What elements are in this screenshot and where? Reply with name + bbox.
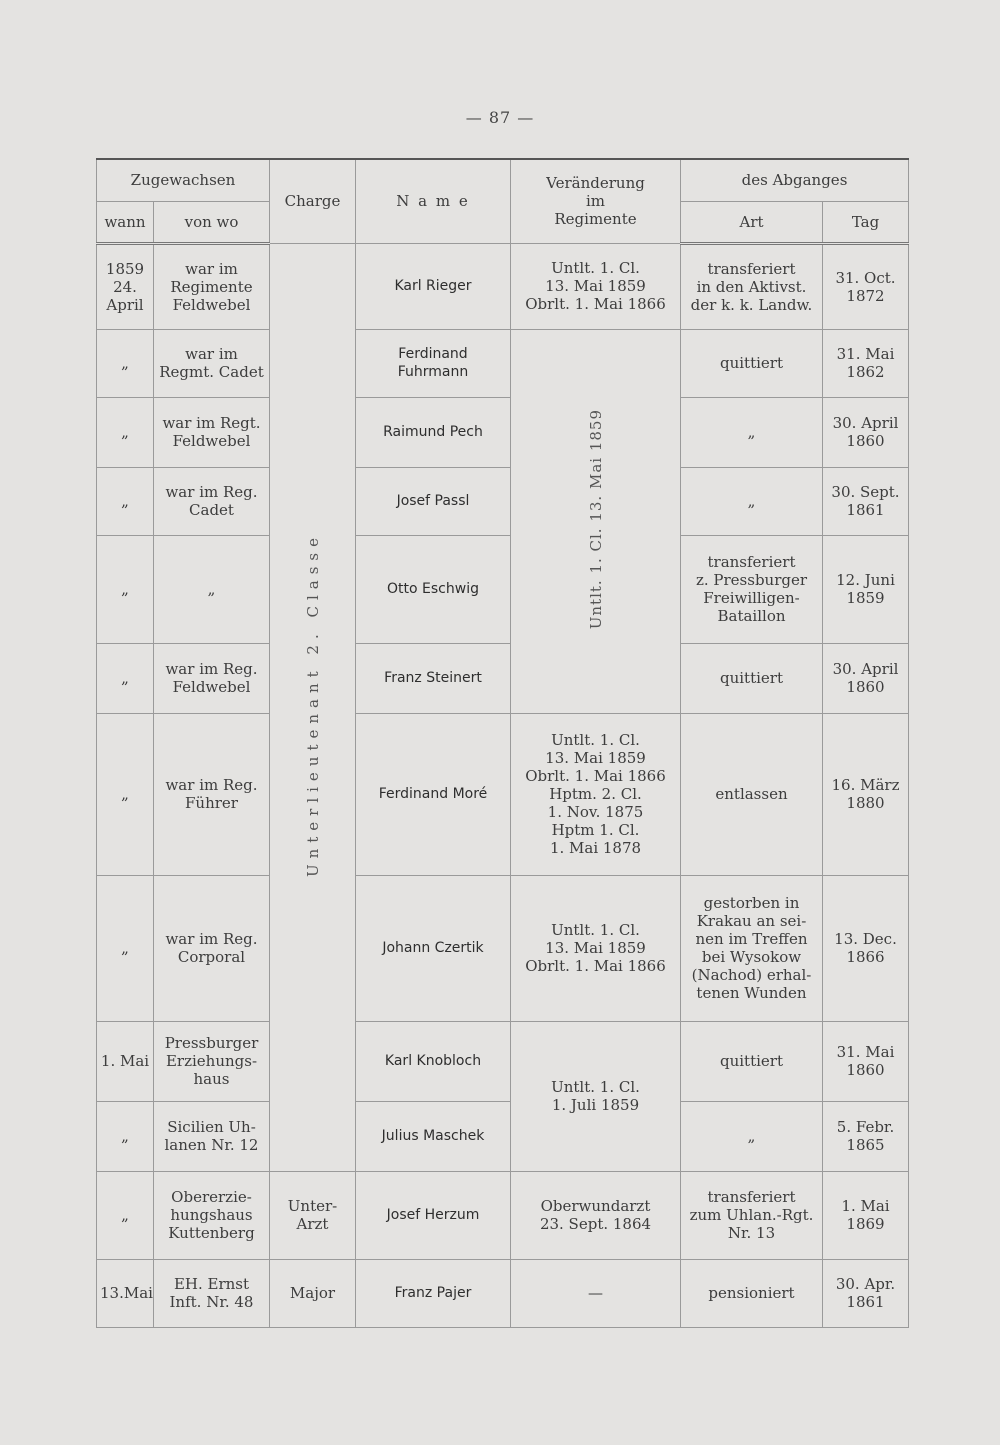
cell-tag: 30. April 1860 <box>823 643 909 713</box>
cell-tag: 16. März 1880 <box>823 713 909 875</box>
cell-von-wo: EH. Ernst Inft. Nr. 48 <box>154 1259 270 1327</box>
cell-von-wo: war im Regimente Feldwebel <box>154 243 270 329</box>
header-wann: wann <box>97 201 154 243</box>
cell-charge-group <box>270 243 356 1171</box>
charge-group-label: Unterlieutenant 2. Classe <box>303 532 322 878</box>
cell-von-wo: „ <box>154 535 270 643</box>
cell-art: transferiert in den Aktivst. der k. k. Landw. <box>681 243 823 329</box>
cell-tag: 31. Oct. 1872 <box>823 243 909 329</box>
cell-name: Franz Pajer <box>356 1259 511 1327</box>
cell-von-wo: Sicilien Uh- lanen Nr. 12 <box>154 1101 270 1171</box>
veraenderung-group-label: Untlt. 1. Cl. 13. Mai 1859 <box>586 408 605 630</box>
page-number: — 87 — <box>465 108 535 127</box>
cell-art: „ <box>681 1101 823 1171</box>
cell-tag: 30. Sept. 1861 <box>823 467 909 535</box>
cell-wann: 1859 24. April <box>97 243 154 329</box>
table-row <box>97 243 909 329</box>
cell-name: Franz Steinert <box>356 643 511 713</box>
cell-veraenderung-group <box>511 329 681 713</box>
cell-veraenderung: Untlt. 1. Cl. 13. Mai 1859 Obrlt. 1. Mai 1866 <box>511 875 681 1021</box>
cell-name: Karl Rieger <box>356 243 511 329</box>
table-row <box>97 397 909 467</box>
cell-art: „ <box>681 467 823 535</box>
cell-name: Raimund Pech <box>356 397 511 467</box>
regiment-register-table <box>96 158 909 1328</box>
cell-von-wo: war im Regt. Feldwebel <box>154 397 270 467</box>
header-abgang: des Abganges <box>681 159 909 201</box>
cell-name: Johann Czertik <box>356 875 511 1021</box>
cell-name: Ferdinand Moré <box>356 713 511 875</box>
cell-wann: „ <box>97 535 154 643</box>
cell-veraenderung: — <box>511 1259 681 1327</box>
cell-von-wo: war im Regmt. Cadet <box>154 329 270 397</box>
header-charge: Charge <box>270 159 356 243</box>
cell-charge: Major <box>270 1259 356 1327</box>
table-row <box>97 1021 909 1101</box>
cell-tag: 31. Mai 1860 <box>823 1021 909 1101</box>
table-row <box>97 875 909 1021</box>
header-tag: Tag <box>823 201 909 243</box>
table-row <box>97 713 909 875</box>
cell-veraenderung-group-2: Untlt. 1. Cl. 1. Juli 1859 <box>511 1021 681 1171</box>
cell-wann: „ <box>97 1101 154 1171</box>
cell-art: transferiert z. Pressburger Freiwilligen- Bataillon <box>681 535 823 643</box>
cell-art: quittiert <box>681 643 823 713</box>
cell-name: Julius Maschek <box>356 1101 511 1171</box>
cell-art: „ <box>681 397 823 467</box>
cell-art: pensioniert <box>681 1259 823 1327</box>
cell-wann: 1. Mai <box>97 1021 154 1101</box>
header-zugewachsen: Zugewachsen <box>97 159 270 201</box>
cell-von-wo: Obererzie- hungshaus Kuttenberg <box>154 1171 270 1259</box>
cell-veraenderung: Oberwundarzt 23. Sept. 1864 <box>511 1171 681 1259</box>
cell-wann: „ <box>97 713 154 875</box>
cell-name: Karl Knobloch <box>356 1021 511 1101</box>
cell-tag: 5. Febr. 1865 <box>823 1101 909 1171</box>
cell-wann: 13.Mai <box>97 1259 154 1327</box>
cell-art: gestorben in Krakau an sei- nen im Treffen bei Wysokow (Nachod) erhal- tenen Wunden <box>681 875 823 1021</box>
cell-name: Josef Passl <box>356 467 511 535</box>
cell-name: Ferdinand Fuhrmann <box>356 329 511 397</box>
cell-tag: 13. Dec. 1866 <box>823 875 909 1021</box>
cell-von-wo: war im Reg. Corporal <box>154 875 270 1021</box>
cell-tag: 30. Apr. 1861 <box>823 1259 909 1327</box>
cell-art: quittiert <box>681 329 823 397</box>
cell-wann: „ <box>97 875 154 1021</box>
cell-wann: „ <box>97 643 154 713</box>
cell-wann: „ <box>97 467 154 535</box>
cell-wann: „ <box>97 1171 154 1259</box>
cell-name: Josef Herzum <box>356 1171 511 1259</box>
cell-wann: „ <box>97 397 154 467</box>
header-art: Art <box>681 201 823 243</box>
cell-tag: 12. Juni 1859 <box>823 535 909 643</box>
cell-veraenderung: Untlt. 1. Cl. 13. Mai 1859 Obrlt. 1. Mai 1866 <box>511 243 681 329</box>
cell-von-wo: Pressburger Erziehungs- haus <box>154 1021 270 1101</box>
cell-charge: Unter- Arzt <box>270 1171 356 1259</box>
header-von-wo: von wo <box>154 201 270 243</box>
table-row <box>97 1259 909 1327</box>
cell-art: transferiert zum Uhlan.-Rgt. Nr. 13 <box>681 1171 823 1259</box>
cell-art: quittiert <box>681 1021 823 1101</box>
cell-tag: 1. Mai 1869 <box>823 1171 909 1259</box>
table-row <box>97 535 909 643</box>
cell-von-wo: war im Reg. Feldwebel <box>154 643 270 713</box>
header-name: N a m e <box>356 159 511 243</box>
cell-von-wo: war im Reg. Cadet <box>154 467 270 535</box>
cell-name: Otto Eschwig <box>356 535 511 643</box>
table-row <box>97 329 909 397</box>
table-row <box>97 643 909 713</box>
table-row <box>97 1171 909 1259</box>
cell-von-wo: war im Reg. Führer <box>154 713 270 875</box>
cell-veraenderung: Untlt. 1. Cl. 13. Mai 1859 Obrlt. 1. Mai 1866 Hptm. 2. Cl. 1. Nov. 1875 Hptm 1. Cl. 1. Mai 1878 <box>511 713 681 875</box>
table-row <box>97 467 909 535</box>
cell-art: entlassen <box>681 713 823 875</box>
table-row <box>97 1101 909 1171</box>
cell-tag: 30. April 1860 <box>823 397 909 467</box>
header-veraenderung: Veränderung im Regimente <box>511 159 681 243</box>
cell-tag: 31. Mai 1862 <box>823 329 909 397</box>
cell-wann: „ <box>97 329 154 397</box>
